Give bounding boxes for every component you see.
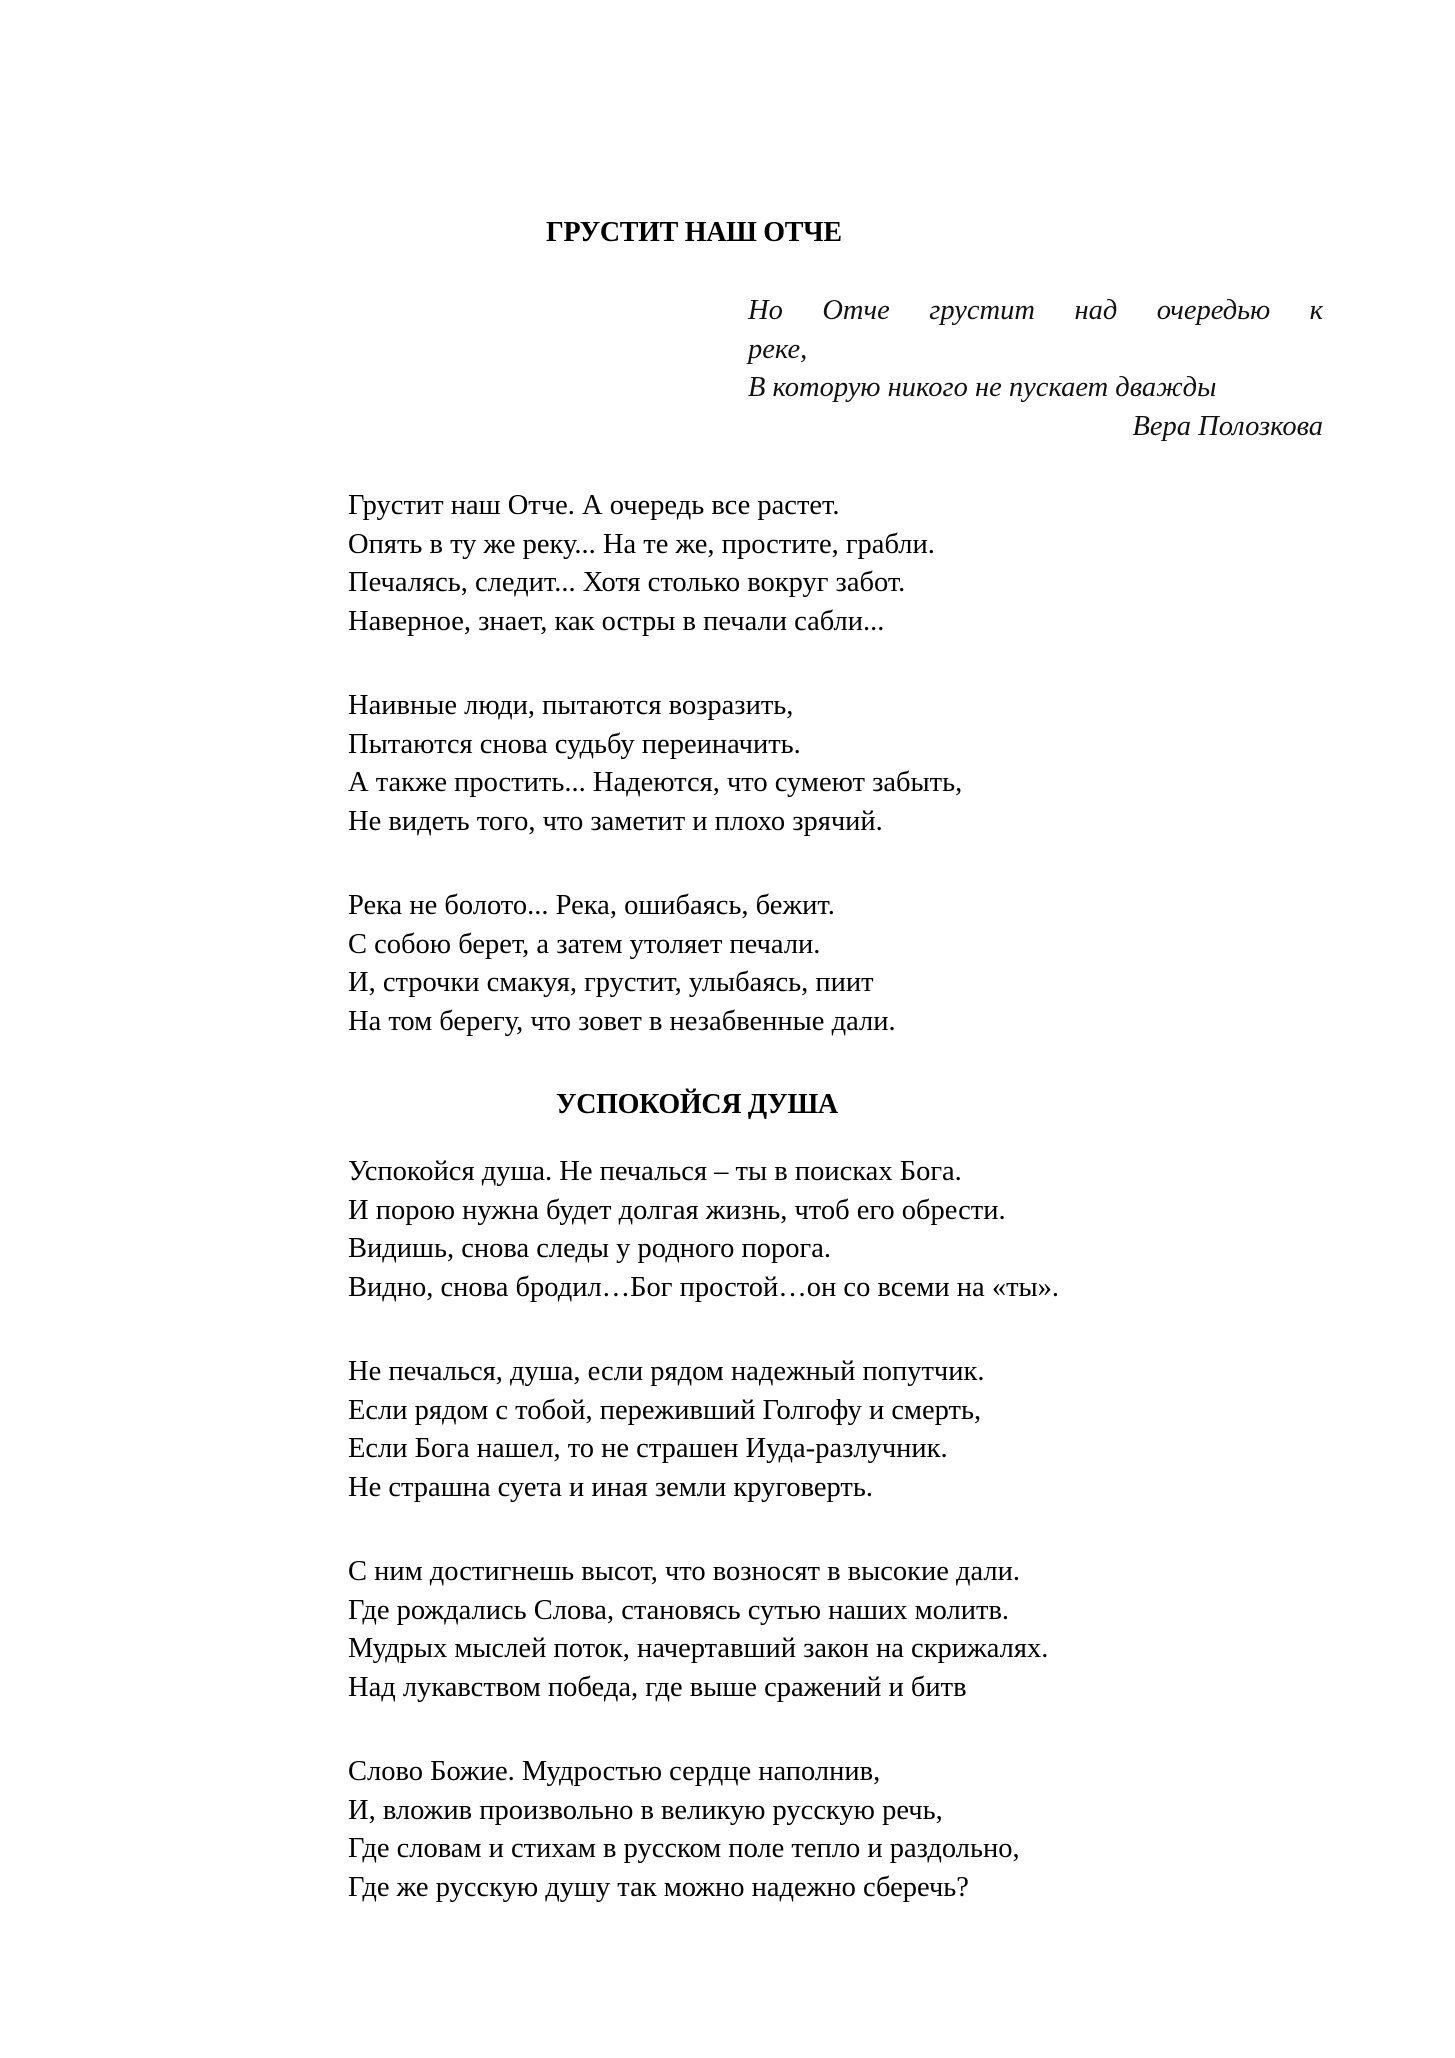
verse-line: Грустит наш Отче. А очередь все растет. [348,490,840,521]
verse-line: Не печалься, душа, если рядом надежный попутчик. [348,1356,985,1387]
poem-title: ГРУСТИТ НАШ ОТЧЕ [546,217,842,248]
epigraph-line: В которую никого не пускает дважды [748,372,1217,403]
verse-line: Если рядом с тобой, переживший Голгофу и смерть, [348,1394,982,1426]
verse-line: И порою нужна будет долгая жизнь, чтоб его обрести. [348,1194,1006,1226]
epigraph [748,292,1323,446]
stanza [348,1353,984,1507]
verse-line: Если Бога нашел, то не страшен Иуда-разлучник. [348,1433,948,1464]
verse-line: Не видеть того, что заметит и плохо зрячий. [348,805,883,837]
epigraph-author: Вера Полозкова [1132,410,1323,442]
verse-line: С собою берет, а затем утоляет печали. [348,928,821,960]
verse-line: Река не болото... Река, ошибаясь, бежит. [348,890,835,921]
poem-title: УСПОКОЙСЯ ДУША [556,1089,838,1120]
stanza [348,687,962,841]
verse-line: А также простить... Надеются, что сумеют забыть, [348,767,963,798]
verse-line: Над лукавством победа, где выше сражений и битв [348,1671,967,1703]
epigraph-line: реке, [748,333,808,365]
stanza [348,1753,1020,1907]
verse-line: На том берегу, что зовет в незабвенные дали. [348,1005,896,1037]
verse-line: Не страшна суета и иная земли круговерть. [348,1471,873,1503]
stanza [348,887,896,1041]
verse-line: Наверное, знает, как остры в печали сабли... [348,605,885,637]
verse-line: Печалясь, следит... Хотя столько вокруг забот. [348,567,906,598]
verse-line: Наивные люди, пытаются возразить, [348,690,794,721]
verse-line: И, строчки смакуя, грустит, улыбаясь, пиит [348,967,874,998]
verse-line: Где рождались Слова, становясь сутью наших молитв. [348,1594,1010,1626]
verse-line: Видно, снова бродил…Бог простой…он со всеми на «ты». [348,1271,1060,1303]
verse-line: Успокойся душа. Не печалься – ты в поисках Бога. [348,1156,962,1187]
verse-line: Где словам и стихам в русском поле тепло и раздольно, [348,1833,1020,1864]
stanza [348,1153,1059,1307]
verse-line: Опять в ту же реку... На те же, простите, грабли. [348,528,935,560]
verse-line: Слово Божие. Мудростью сердце наполнив, [348,1756,881,1787]
epigraph-line: Но Отче грустит над очередью к [748,295,1323,326]
verse-line: Мудрых мыслей поток, начертавший закон на скрижалях. [348,1633,1049,1664]
verse-line: Пытаются снова судьбу переиначить. [348,728,801,760]
verse-line: И, вложив произвольно в великую русскую речь, [348,1794,943,1826]
verse-line: Видишь, снова следы у родного порога. [348,1233,832,1264]
verse-line: Где же русскую душу так можно надежно сберечь? [348,1871,969,1903]
verse-line: С ним достигнешь высот, что возносят в высокие дали. [348,1556,1021,1587]
stanza [348,487,935,641]
stanza [348,1553,1048,1707]
